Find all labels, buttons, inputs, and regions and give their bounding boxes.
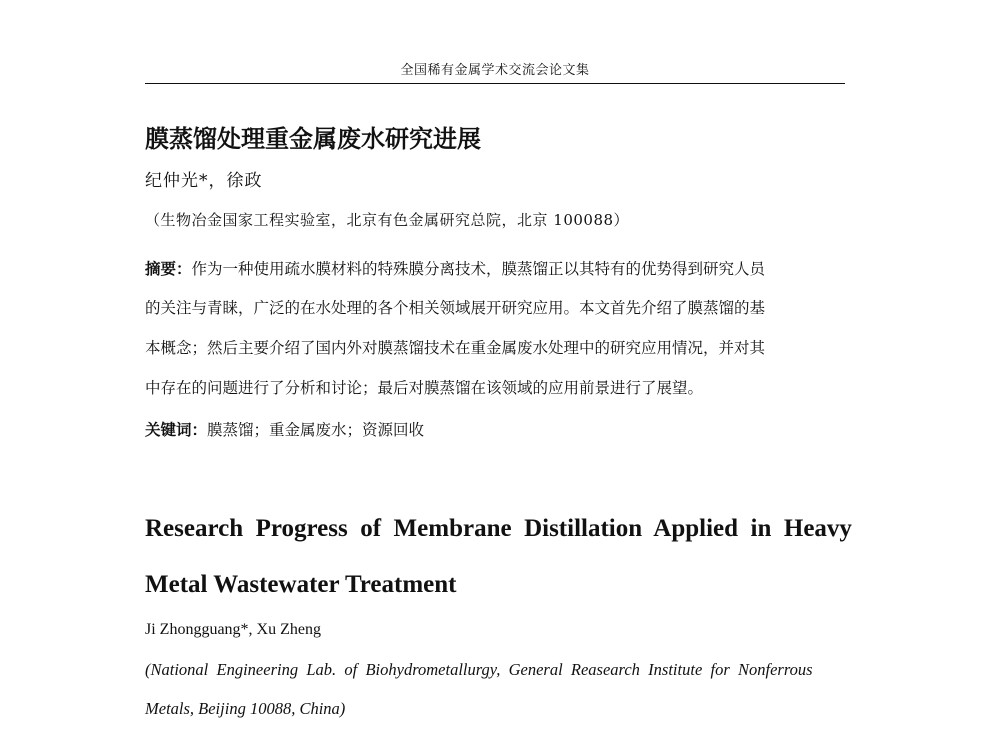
abstract-text-1: 作为一种使用疏水膜材料的特殊膜分离技术，膜蒸馏正以其特有的优势得到研究人员 — [191, 260, 766, 278]
chinese-affiliation: （生物冶金国家工程实验室，北京有色金属研究总院，北京 100088） — [145, 211, 630, 229]
english-affiliation-line-2: Metals, Beijing 10088, China) — [145, 699, 346, 718]
english-authors: Ji Zhongguang*, Xu Zheng — [145, 621, 321, 638]
abstract-label: 摘要： — [145, 259, 192, 278]
english-title-line-1: Research Progress of Membrane Distillation Applied in Heavy — [145, 515, 852, 542]
abstract-line-3: 本概念；然后主要介绍了国内外对膜蒸馏技术在重金属废水处理中的研究应用情况，并对其 — [145, 339, 766, 357]
english-title-line-2: Metal Wastewater Treatment — [145, 571, 457, 598]
abstract-line-2: 的关注与青睐，广泛的在水处理的各个相关领域展开研究应用。本文首先介绍了膜蒸馏的基 — [145, 299, 766, 317]
english-affiliation-line-1: (National Engineering Lab. of Biohydrometallurgy, General Reasearch Institute for Nonferrous — [145, 660, 813, 679]
header-rule — [145, 83, 845, 84]
keywords-line — [145, 419, 424, 441]
keywords-label: 关键词： — [145, 420, 208, 439]
abstract-line-4: 中存在的问题进行了分析和讨论；最后对膜蒸馏在该领域的应用前景进行了展望。 — [145, 379, 704, 397]
chinese-authors: 纪仲光*，徐政 — [145, 171, 263, 191]
chinese-title: 膜蒸馏处理重金属废水研究进展 — [145, 124, 481, 153]
running-header: 全国稀有金属学术交流会论文集 — [400, 63, 590, 78]
keywords-text: 膜蒸馏；重金属废水；资源回收 — [207, 421, 425, 439]
abstract-line-1 — [145, 258, 765, 280]
